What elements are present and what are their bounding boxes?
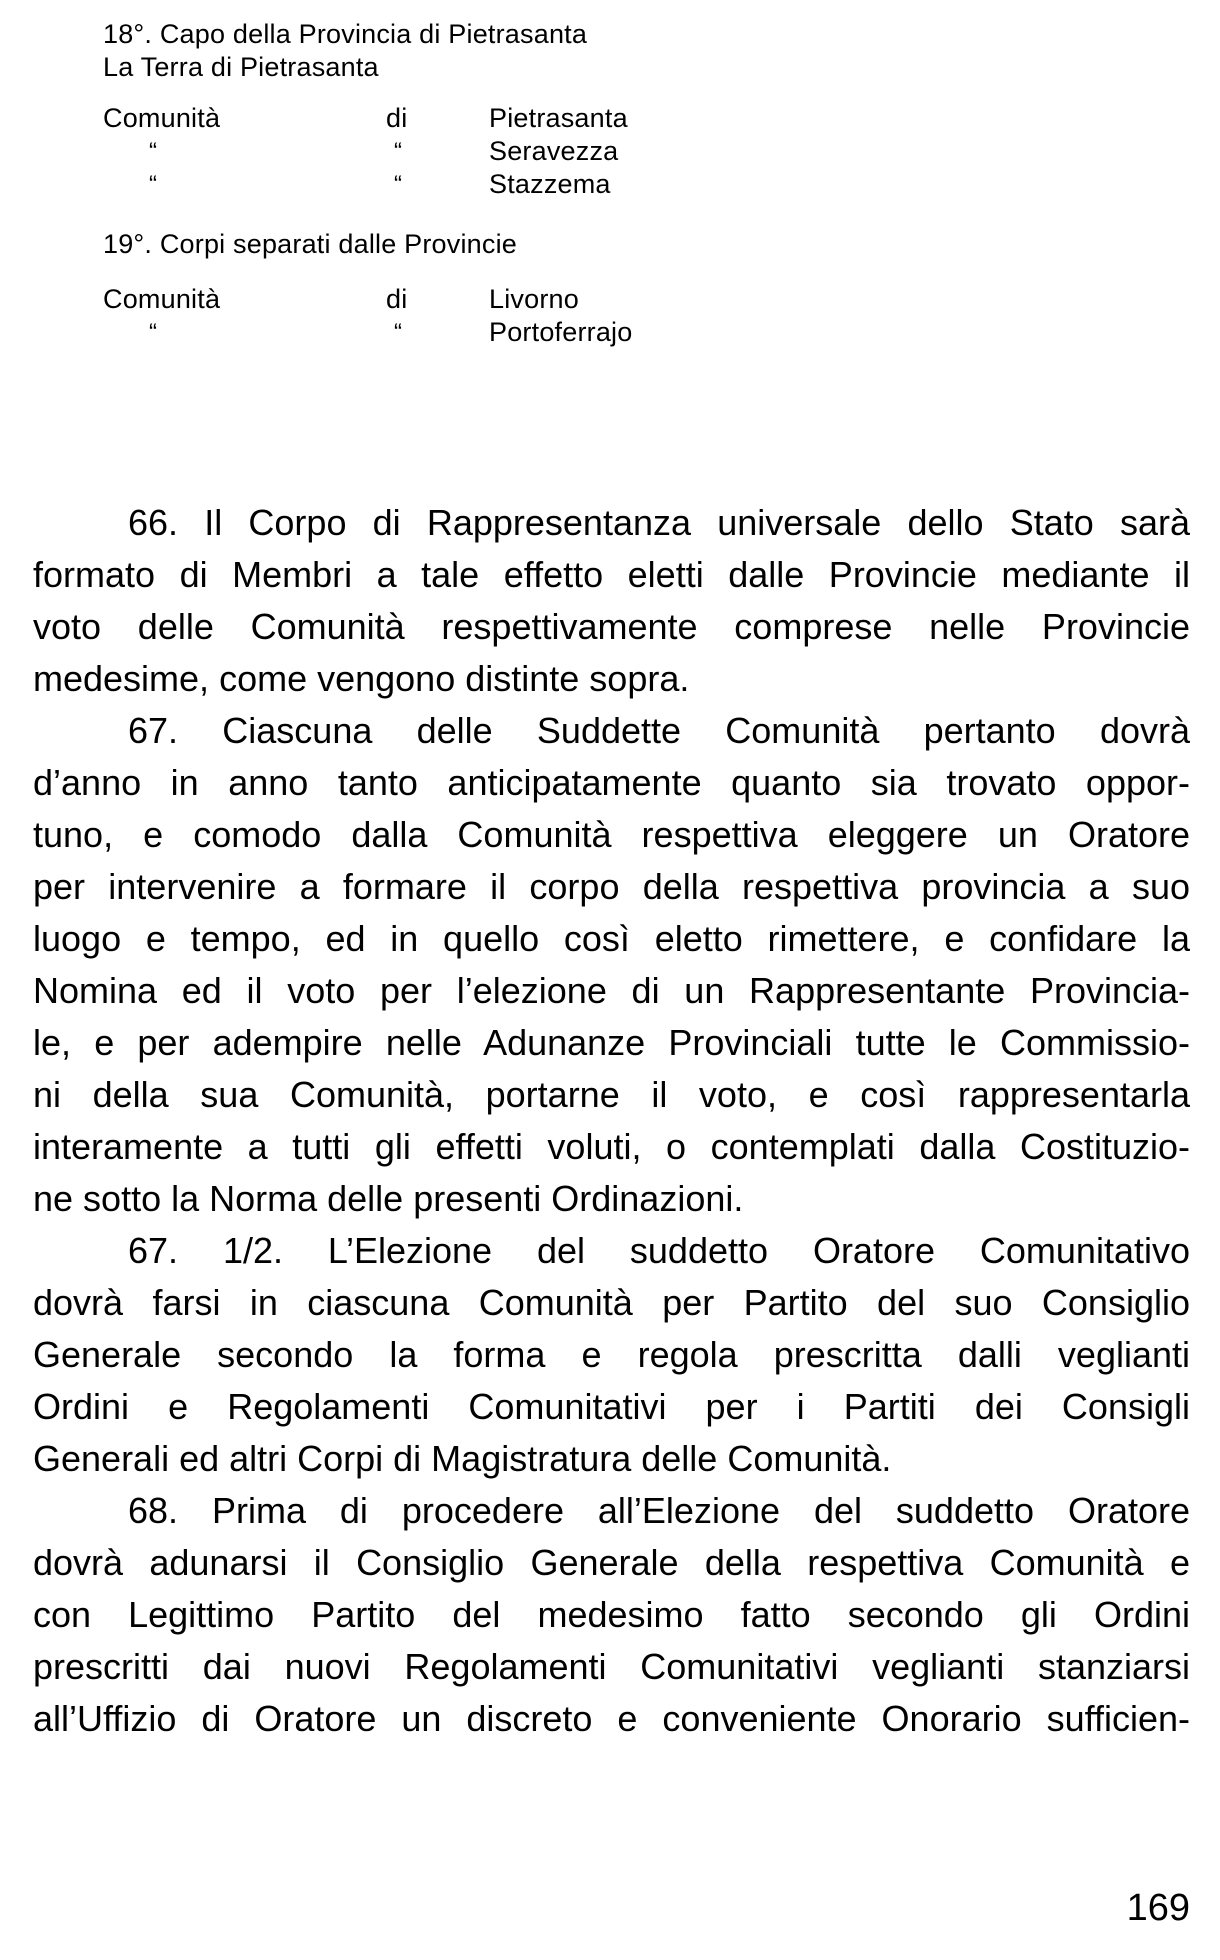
text-line: le, e per adempire nelle Adunanze Provinciali tutte le Commissio-: [33, 1022, 1190, 1063]
ditto-mark: “: [149, 171, 158, 198]
table-row: [103, 168, 749, 201]
text-line: dovrà adunarsi il Consiglio Generale della respettiva Comunità e: [33, 1542, 1190, 1583]
text-line: dovrà farsi in ciascuna Comunità per Partito del suo Consiglio: [33, 1282, 1190, 1323]
communities-table-19: [103, 283, 749, 349]
text-line: tuno, e comodo dalla Comunità respettiva eleggere un Oratore: [33, 814, 1190, 855]
ditto-mark: “: [394, 171, 403, 198]
page-header: [0, 0, 1220, 349]
table-row: [103, 316, 749, 349]
text-line: Generale secondo la forma e regola prescritta dalli veglianti: [33, 1334, 1190, 1375]
text-line: 68. Prima di procedere all’Elezione del suddetto Oratore: [128, 1490, 1190, 1531]
section-18-title: 18°. Capo della Provincia di Pietrasanta: [103, 19, 588, 49]
text-line: 67. 1/2. L’Elezione del suddetto Oratore Comunitativo: [128, 1230, 1190, 1271]
table-cell: Comunità: [103, 103, 221, 133]
table-cell: Seravezza: [489, 136, 619, 166]
text-line: ni della sua Comunità, portarne il voto, e così rappresentarla: [33, 1074, 1190, 1115]
text-line: formato di Membri a tale effetto eletti dalle Provincie mediante il: [33, 554, 1190, 595]
section-19-title: 19°. Corpi separati dalle Provincie: [103, 229, 518, 259]
ditto-mark: “: [149, 138, 158, 165]
text-line: medesime, come vengono distinte sopra.: [33, 658, 690, 699]
table-cell: di: [386, 103, 408, 133]
page-number: 169: [1126, 1887, 1190, 1929]
text-line: Ordini e Regolamenti Comunitativi per i Partiti dei Consigli: [33, 1386, 1190, 1427]
text-line: d’anno in anno tanto anticipatamente quanto sia trovato oppor-: [33, 762, 1190, 803]
text-line: ne sotto la Norma delle presenti Ordinazioni.: [33, 1178, 744, 1219]
text-line: Generali ed altri Corpi di Magistratura delle Comunità.: [33, 1438, 892, 1479]
communities-table-18: [103, 102, 749, 201]
table-cell: Portoferrajo: [489, 317, 633, 347]
text-line: voto delle Comunità respettivamente comprese nelle Provincie: [33, 606, 1190, 647]
text-line: luogo e tempo, ed in quello così eletto rimettere, e confidare la: [33, 918, 1190, 959]
text-line: per intervenire a formare il corpo della respettiva provincia a suo: [33, 866, 1190, 907]
text-line: 66. Il Corpo di Rappresentanza universale dello Stato sarà: [128, 502, 1190, 543]
table-row: [103, 102, 749, 135]
text-line: 67. Ciascuna delle Suddette Comunità pertanto dovrà: [128, 710, 1190, 751]
text-line: Nomina ed il voto per l’elezione di un Rappresentante Provincia-: [33, 970, 1190, 1011]
table-row: [103, 283, 749, 316]
text-line: interamente a tutti gli effetti voluti, o contemplati dalla Costituzio-: [33, 1126, 1190, 1167]
table-cell: Pietrasanta: [489, 103, 628, 133]
text-line: con Legittimo Partito del medesimo fatto secondo gli Ordini: [33, 1594, 1190, 1635]
table-cell: Stazzema: [489, 169, 611, 199]
table-cell: Comunità: [103, 284, 221, 314]
text-line: prescritti dai nuovi Regolamenti Comunitativi veglianti stanziarsi: [33, 1646, 1190, 1687]
text-line: all’Uffizio di Oratore un discreto e conveniente Onorario sufficien-: [33, 1698, 1190, 1739]
ditto-mark: “: [394, 138, 403, 165]
section-18-subtitle: La Terra di Pietrasanta: [103, 52, 379, 82]
table-cell: Livorno: [489, 284, 579, 314]
table-row: [103, 135, 749, 168]
ditto-mark: “: [149, 319, 158, 346]
article-text: [33, 497, 1190, 1745]
ditto-mark: “: [394, 319, 403, 346]
table-cell: di: [386, 284, 408, 314]
